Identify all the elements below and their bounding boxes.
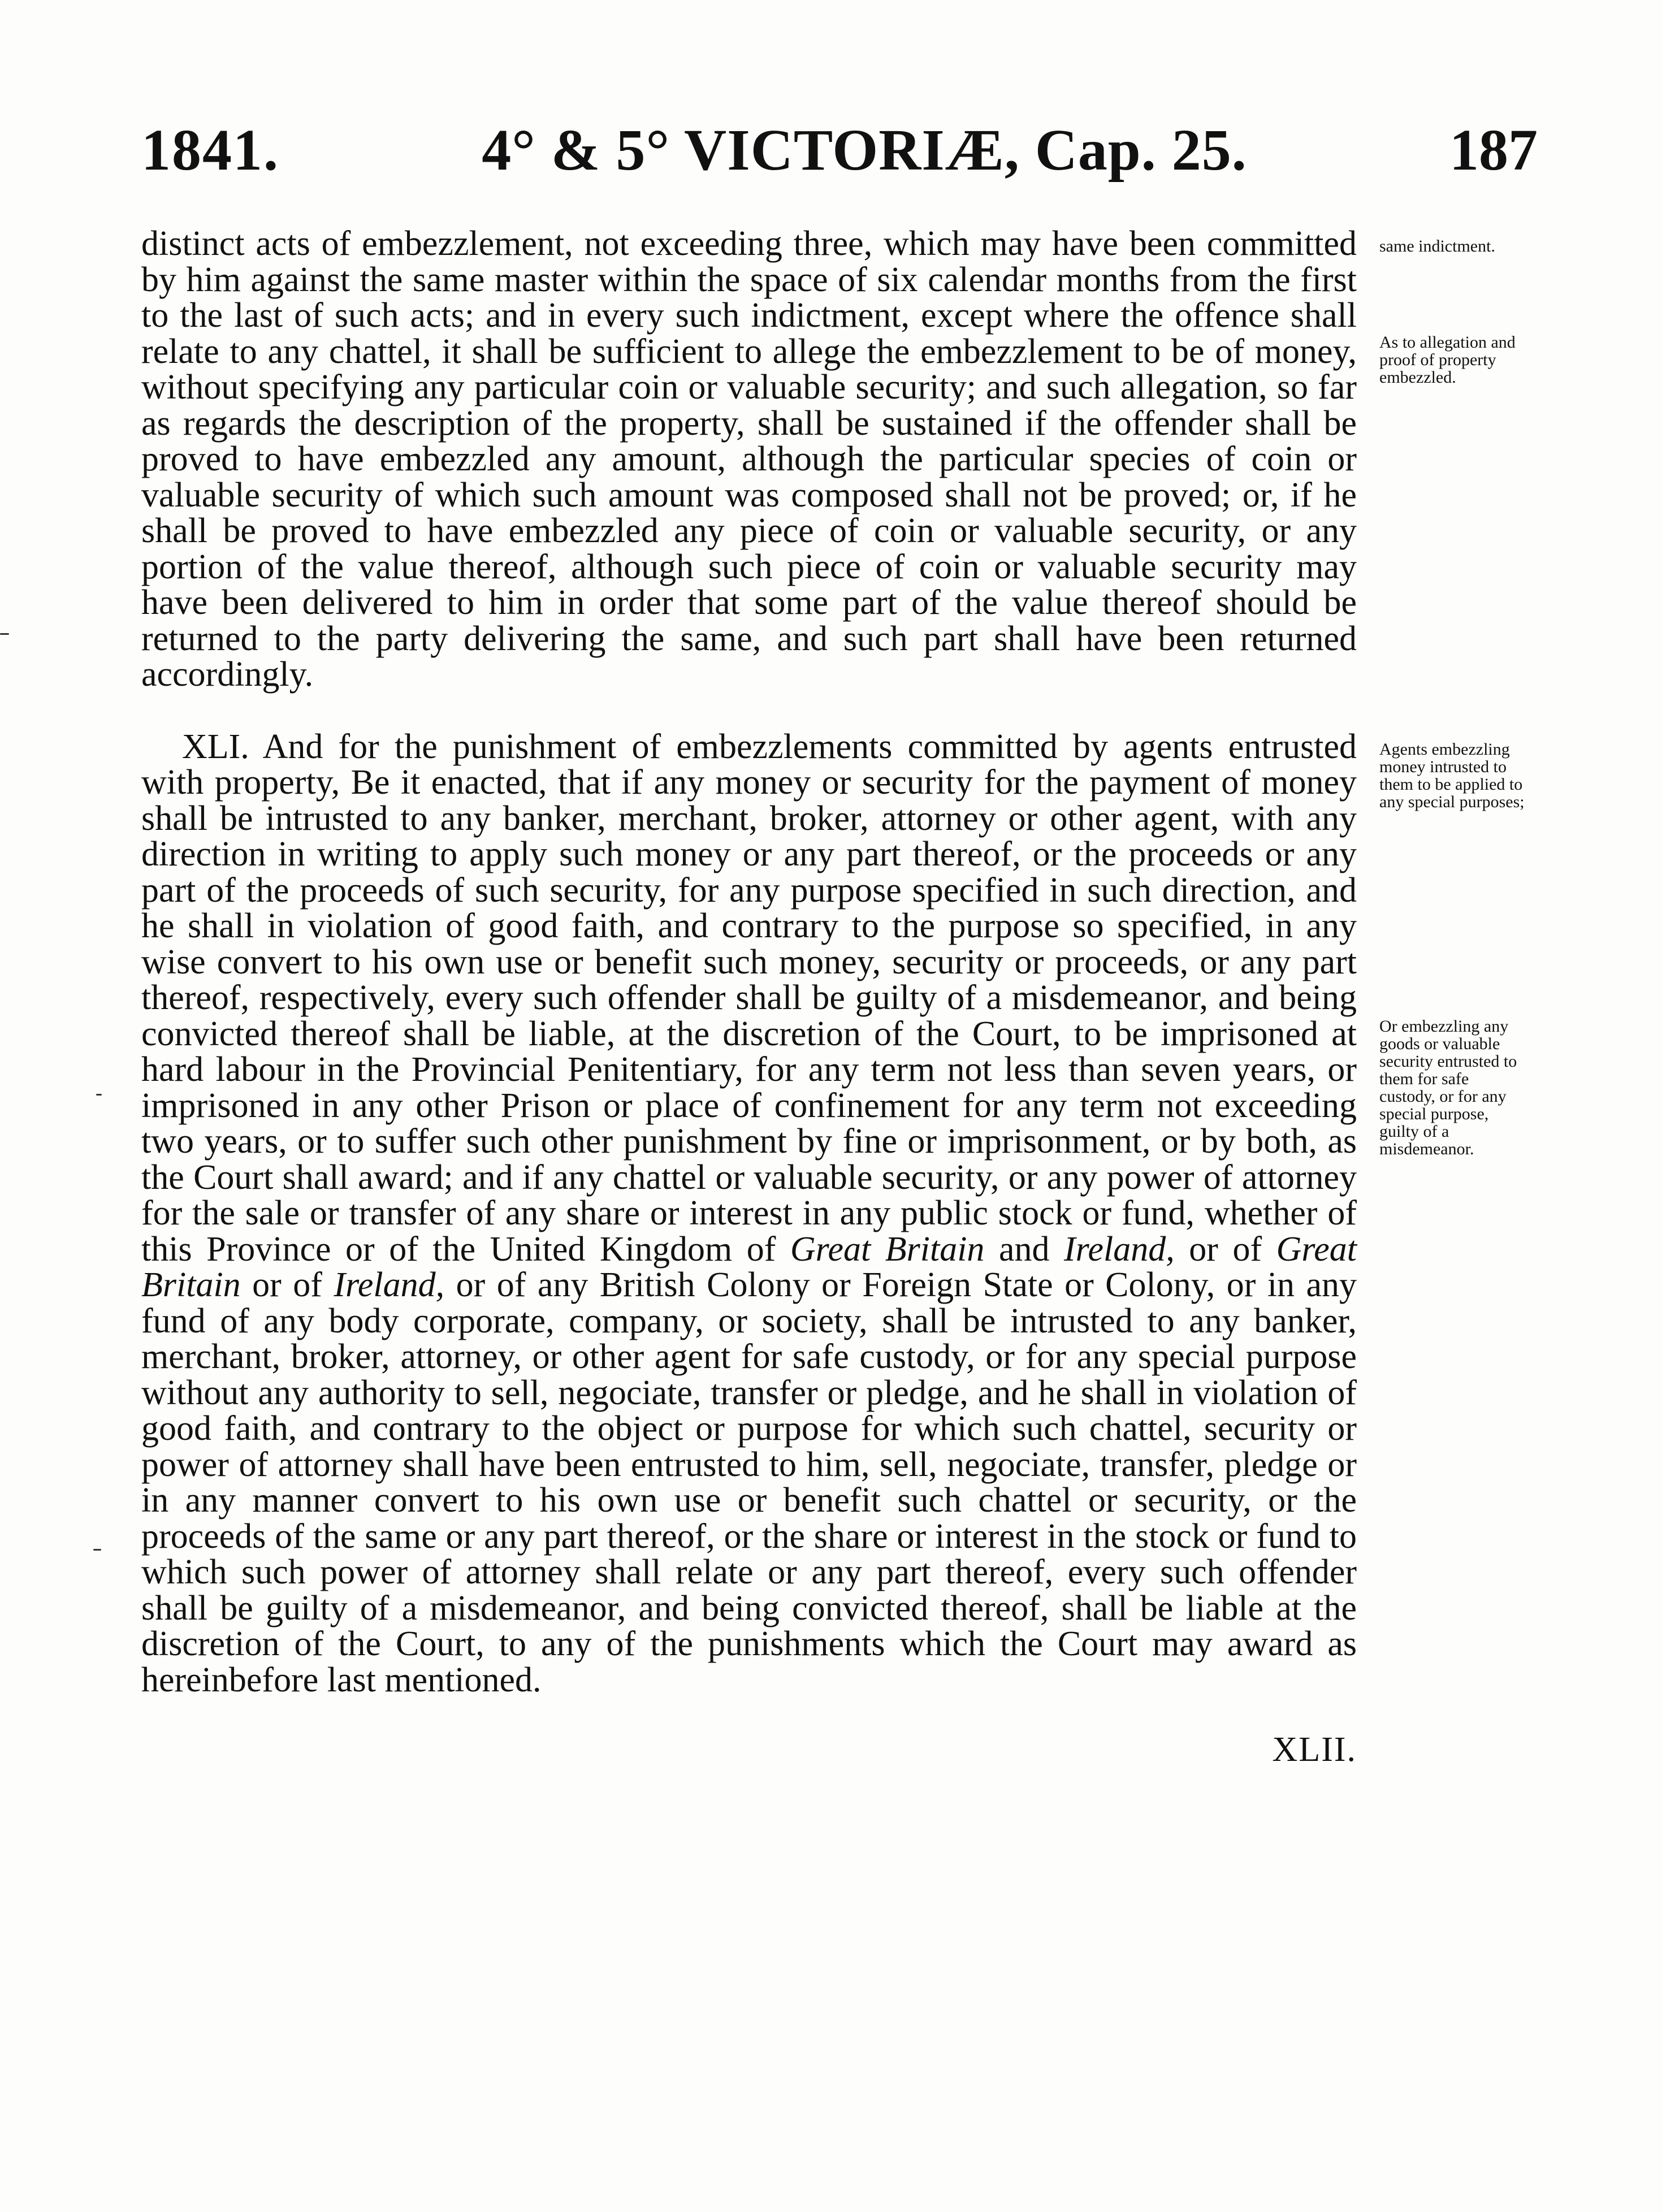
italic-ireland: Ireland, — [1064, 1230, 1175, 1269]
italic-ireland-2: Ireland, — [334, 1266, 445, 1304]
section-xli-paragraph — [141, 729, 1357, 1699]
page-number: 187 — [1449, 117, 1538, 183]
scan-speck — [93, 1549, 101, 1551]
margin-note-allegation: As to allegation and proof of property embezzled. — [1379, 333, 1516, 387]
scan-speck — [0, 633, 9, 635]
catchword: XLII. — [1272, 1730, 1357, 1769]
section-text-end: or of any British Colony or Foreign State or Colony, or in any fund of any body corporate, company, or society, shall be intrusted to any banker, merchant, broker, attorney, or other agent for safe custody, or for any special purpose without any authority to sell, negociate, transfer or pledge, and he shall in violation of good faith, and contrary to the object or purpose for which such chattel, security or power of attorney shall have been entrusted to him, sell, negociate, transfer, pledge or in any manner convert to his own use or benefit such chattel or security, or the proceeds of the same or any part thereof, or the share or interest in the stock or fund to which such power of attorney shall relate or any part thereof, every such offender shall be guilty of a misdemeanor, and being convicted thereof, shall be liable at the discretion of the Court, to any of the punishments which the Court may award as hereinbefore last mentioned. — [141, 1266, 1357, 1699]
section-number: XLI. — [182, 727, 249, 766]
page-header — [141, 113, 1538, 187]
header-title: 4° & 5° VICTORIÆ, Cap. 25. — [482, 117, 1247, 183]
conjunction-or-of-2: or of — [252, 1266, 322, 1304]
paragraph-continuation: distinct acts of embezzlement, not exceeding three, which may have been committed by him against the same master within the space of six calendar months from the first to the last of such acts; and in every such indictment, except where the offence shall relate to any chattel, it shall be sufficient to allege the embezzlement to be of money, without specifying any particular coin or valuable security; and such allegation, so far as regards the description of the property, shall be sustained if the offender shall be proved to have embezzled any amount, although the particular species of coin or valuable security of which such amount was composed shall not be proved; or, if he shall be proved to have embezzled any piece of coin or valuable security, or any portion of the value thereof, although such piece of coin or valuable security may have been delivered to him in order that some part of the value thereof should be returned to the party delivering the same, and such part shall have been returned accordingly. — [141, 224, 1357, 694]
header-year: 1841. — [141, 117, 279, 183]
section-text: And for the punishment of embezzlements committed by agents entrusted with property, Be it enacted, that if any money or security for the payment of money shall be intrusted to any banker, merchant, broker, attorney or other agent, with any direction in writing to apply such money or any part thereof, or the proceeds or any part of the proceeds of such security, for any purpose specified in such direction, and he shall in violation of good faith, and contrary to the purpose so specified, in any wise convert to his own use or benefit such money, security or proceeds, or any part thereof, respectively, every such offender shall be guilty of a misdemeanor, and being convicted thereof shall be liable, at the discretion of the Court, to be imprisoned at hard labour in the Provincial Penitentiary, for any term not less than seven years, or imprisoned in any other Prison or place of confinement for any term not exceeding two years, or to suffer such other punishment by fine or imprisonment, or by both, as the Court shall award; and if any chattel or valuable security, or any power of attorney for the sale or transfer of any share or interest in any public stock or fund, whether of this Province or of the United Kingdom of — [141, 727, 1357, 1269]
conjunction-and: and — [998, 1230, 1050, 1269]
scan-speck — [96, 1094, 102, 1096]
margin-note-goods-custody: Or embezzling any goods or valuable security entrusted to them for safe custody, or for any special purpose, guilty of a misdemeanor. — [1379, 1017, 1517, 1158]
main-text — [141, 226, 1357, 1698]
italic-great-britain-2: Great Britain — [141, 1230, 1357, 1304]
margin-note-agents-embezzling: Agents embezzling money intrusted to them to be applied to any special purposes; — [1379, 740, 1525, 811]
conjunction-or-of: or of — [1189, 1230, 1262, 1269]
margin-note-same-indictment: same indictment. — [1379, 237, 1495, 256]
italic-great-britain: Great Britain — [790, 1230, 985, 1269]
